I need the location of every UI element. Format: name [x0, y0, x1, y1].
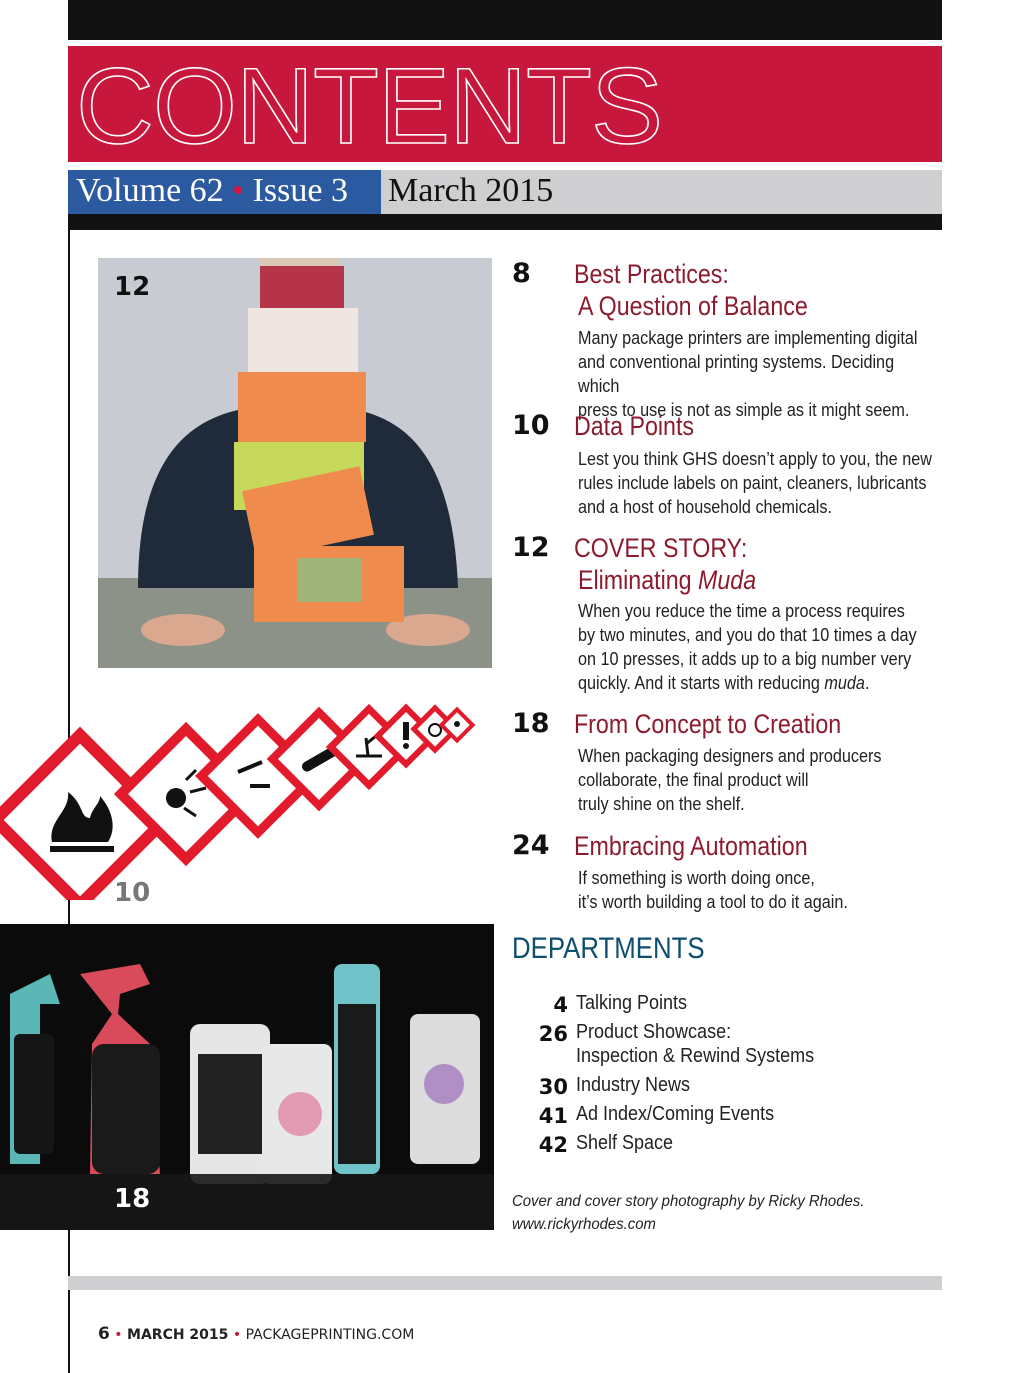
department-label: Product Showcase: Inspection & Rewind Systems [576, 1021, 815, 1067]
separator-dot: • [232, 172, 245, 209]
article-description [578, 599, 938, 695]
department-page-number: 30 [538, 1075, 568, 1099]
ghs-pictograms [0, 700, 500, 900]
description-text: When you reduce the time a process requires by two minutes, and you do that 10 times a day on 10 presses, it adds up to a big number very quickly. And it starts with reducing [578, 601, 917, 693]
issue-label: Issue 3 [252, 172, 348, 209]
article-heading: From Concept to Creation [574, 709, 842, 739]
folio-dot: • [232, 1327, 242, 1343]
subheading-italic: Muda [698, 565, 757, 595]
department-page-number: 42 [538, 1133, 568, 1157]
article-page-number: 10 [512, 410, 550, 441]
article-description: Many package printers are implementing digital and conventional printing systems. Deciding which press to use is not as simple as it might seem. [578, 328, 918, 420]
article-heading: Best Practices: [574, 259, 729, 289]
footer-rule [68, 1276, 942, 1290]
article-heading: COVER STORY: [574, 533, 748, 563]
contents-title: CONTENTS [76, 46, 662, 162]
article-page-number: 12 [512, 532, 550, 563]
department-label: Talking Points [576, 992, 688, 1014]
top-black-bar [68, 0, 942, 40]
department-page-number: 26 [538, 1022, 568, 1046]
departments-title: DEPARTMENTS [512, 932, 705, 965]
cover-story-photo [98, 258, 492, 668]
article-subheading: A Question of Balance [578, 291, 808, 321]
article-description: Lest you think GHS doesn’t apply to you, the new rules include labels on paint, cleaners, lubricants and a host of household chemicals. [578, 449, 932, 517]
department-label: Shelf Space [576, 1132, 674, 1154]
label-tower-illustration [98, 258, 492, 668]
article-subheading [578, 564, 756, 596]
article-heading: Data Points [574, 411, 695, 441]
page-number: 6 [98, 1324, 110, 1344]
article-description: When packaging designers and producers collaborate, the final product will truly shine on the shelf. [578, 746, 882, 814]
ghs-page-badge: 10 [114, 878, 151, 908]
volume-issue-label [76, 172, 348, 210]
article-page-number: 8 [512, 258, 531, 289]
contents-banner [68, 46, 942, 162]
article-heading: Embracing Automation [574, 831, 808, 861]
department-page-number: 41 [538, 1104, 568, 1128]
article-page-number: 24 [512, 830, 550, 861]
black-strip [68, 214, 942, 230]
products-photo [0, 924, 494, 1230]
description-italic: muda [824, 673, 865, 693]
department-label: Ad Index/Coming Events [576, 1103, 775, 1125]
volume-label: Volume 62 [76, 172, 224, 209]
issue-date: March 2015 [388, 172, 554, 209]
products-page-badge: 18 [114, 1184, 151, 1214]
department-label: Industry News [576, 1074, 691, 1096]
folio-dot: • [114, 1327, 123, 1343]
description-end: . [864, 673, 870, 693]
product-bottles-illustration [0, 924, 494, 1230]
folio-issue: MARCH 2015 [127, 1327, 229, 1343]
photo-credit: Cover and cover story photography by Ricky Rhodes. www.rickyrhodes.com [512, 1193, 865, 1233]
folio-website: PACKAGEPRINTING.COM [245, 1327, 415, 1343]
article-page-number: 18 [512, 708, 550, 739]
article-description: If something is worth doing once, it’s worth building a tool to do it again. [578, 868, 848, 912]
subheading-text: Eliminating [578, 565, 699, 595]
folio [98, 1324, 414, 1344]
cover-page-badge: 12 [114, 272, 151, 302]
department-page-number: 4 [553, 993, 568, 1017]
